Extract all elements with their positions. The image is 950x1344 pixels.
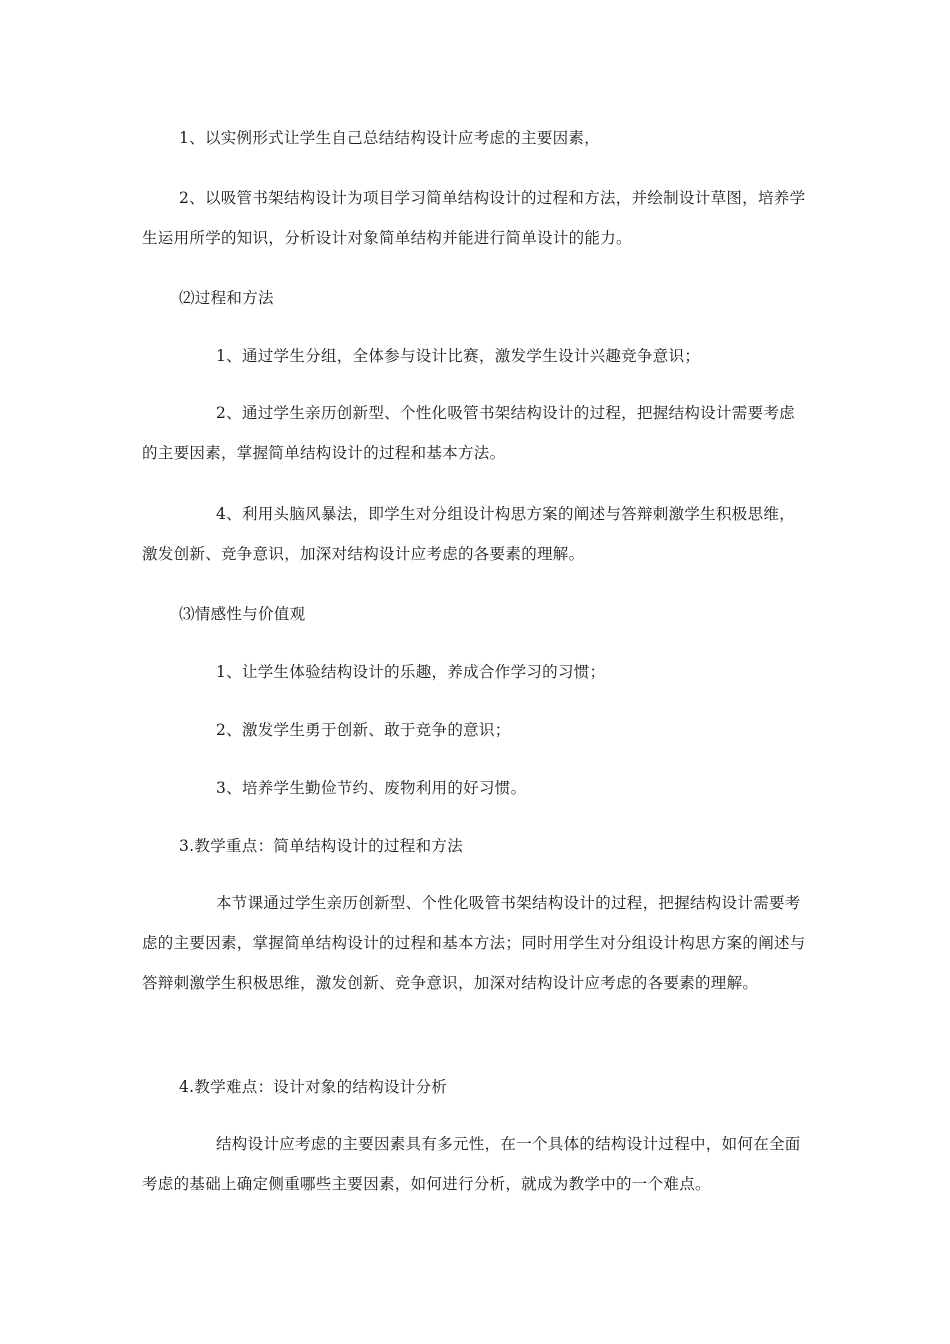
paragraph-emotion-item-1: 1、让学生体验结构设计的乐趣，养成合作学习的习惯； <box>216 663 606 681</box>
paragraph-teaching-focus: 本节课通过学生亲历创新型、个性化吸管书架结构设计的过程，把握结构设计需要考虑的主要因素，掌握简单结构设计的过程和基本方法；同时用学生对分组设计构思方案的阐述与答辩刺激学生积极思维，激发创新、竞争意识，加深对结构设计应考虑的各要素的理解。 <box>142 894 806 992</box>
heading-teaching-difficulty: 4.教学难点：设计对象的结构设计分析 <box>179 1078 448 1096</box>
paragraph-knowledge-item-2: 2、以吸管书架结构设计为项目学习简单结构设计的过程和方法，并绘制设计草图，培养学生运用所学的知识，分析设计对象简单结构并能进行简单设计的能力。 <box>142 189 806 247</box>
paragraph-knowledge-item-1: 1、以实例形式让学生自己总结结构设计应考虑的主要因素， <box>179 129 600 147</box>
heading-teaching-focus: 3.教学重点：简单结构设计的过程和方法 <box>179 837 463 855</box>
heading-emotion-and-values: ⑶情感性与价值观 <box>179 605 306 623</box>
heading-process-and-method: ⑵过程和方法 <box>179 289 274 307</box>
paragraph-teaching-difficulty: 结构设计应考虑的主要因素具有多元性，在一个具体的结构设计过程中，如何在全面考虑的基础上确定侧重哪些主要因素，如何进行分析，就成为教学中的一个难点。 <box>142 1135 801 1193</box>
paragraph-process-item-2: 2、通过学生亲历创新型、个性化吸管书架结构设计的过程，把握结构设计需要考虑的主要因素，掌握简单结构设计的过程和基本方法。 <box>142 404 795 462</box>
paragraph-process-item-4: 4、利用头脑风暴法，即学生对分组设计构思方案的阐述与答辩刺激学生积极思维，激发创新、竞争意识，加深对结构设计应考虑的各要素的理解。 <box>142 505 795 563</box>
paragraph-process-item-1: 1、通过学生分组，全体参与设计比赛，激发学生设计兴趣竞争意识； <box>216 347 701 365</box>
paragraph-emotion-item-2: 2、激发学生勇于创新、敢于竞争的意识； <box>216 721 511 739</box>
paragraph-emotion-item-3: 3、培养学生勤俭节约、废物利用的好习惯。 <box>216 779 527 797</box>
